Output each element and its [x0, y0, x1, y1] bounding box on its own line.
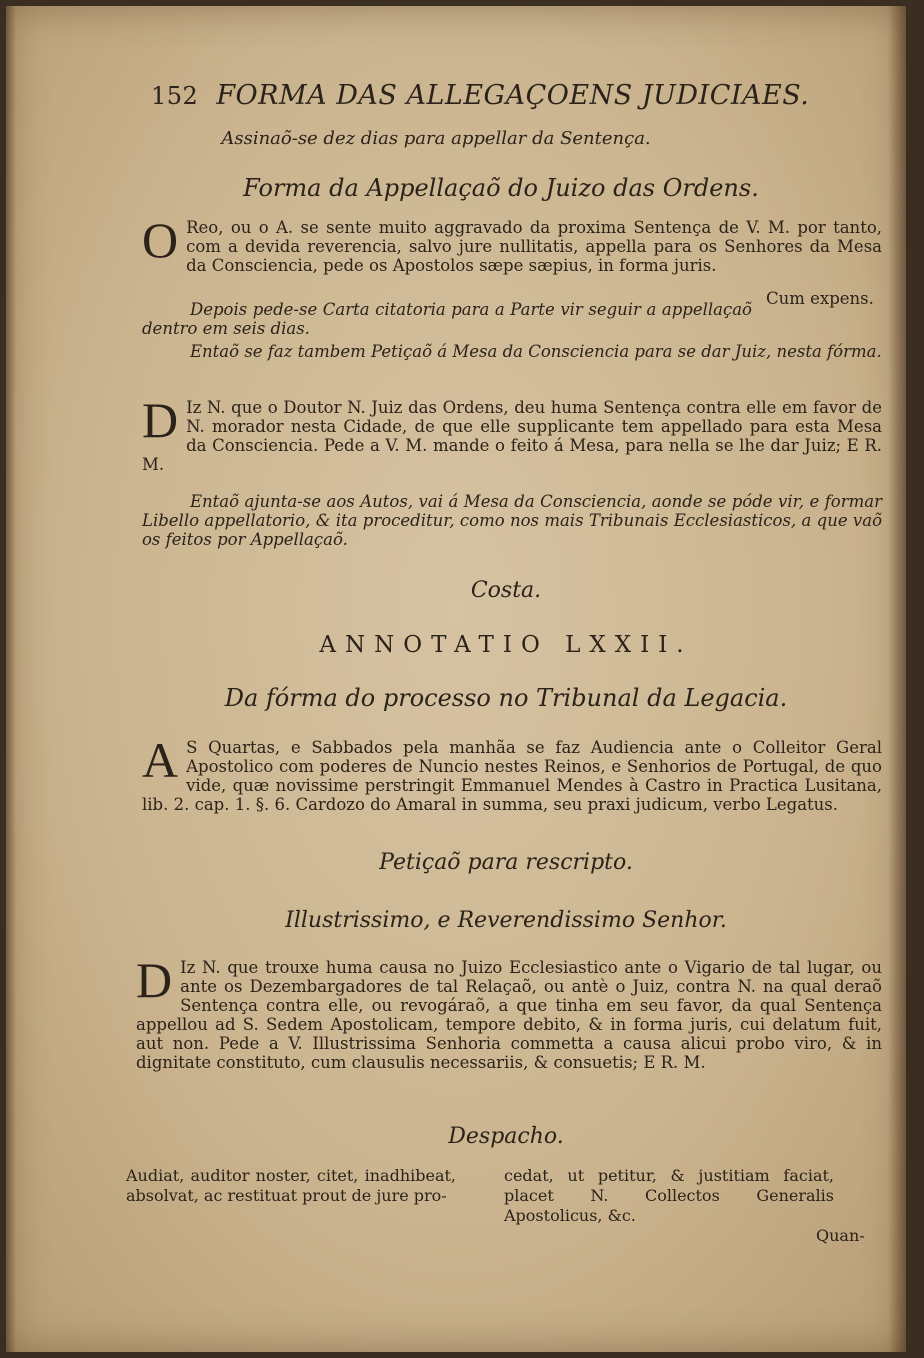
book-page: [6, 6, 906, 1352]
running-head: [151, 80, 851, 111]
drop-cap: D: [142, 392, 179, 448]
costa-reference: Costa.: [470, 578, 542, 603]
paragraph-text: Iz N. que trouxe huma causa no Juizo Ecclesiastico ante o Vigario de tal lugar, ou ante os Dezembargadores de tal Relaçaõ, ou antè o Juiz, contra N. na qual deraõ Sentença contra elle, ou revogáraõ, a que tinha em seu favor, da qual Sentença appellou ad S. Sedem Apostolicam, tempore debito, & in forma juris, cui delatum fuit, aut non. Pede a V. Illustrissima Senhoria commetta a causa alicui probo viro, & in dignitate constituto, cum clausulis necessariis, & consuetis; E R. M.: [136, 958, 882, 1072]
despacho-column-right: cedat, ut petitur, & justitiam faciat, placet N. Collectos Generalis Apostolicus, &c.: [504, 1166, 834, 1225]
paragraph-text: Iz N. que o Doutor N. Juiz das Ordens, deu huma Sentença contra elle em favor de N. morador nesta Cidade, de que elle supplicante tem appellado para esta Mesa da Consciencia. Pede a V. M. mande o feito á Mesa, para nella se lhe dar Juiz; E R. M.: [142, 398, 882, 474]
intro-line: Assinaõ-se dez dias para appellar da Sentença.: [221, 128, 651, 149]
drop-cap: D: [136, 952, 173, 1008]
paragraph-text: S Quartas, e Sabbados pela manhãa se faz Audiencia ante o Colleitor Geral Apostolico com poderes de Nuncio nestes Reinos, e Senhorios de Portugal, de quo vide, quæ novissime perstringit Emmanuel Mendes à Castro in Practica Lusitana, lib. 2. cap. 1. §. 6. Cardozo do Amaral in summa, seu praxi judicum, verbo Legatus.: [142, 738, 882, 814]
page-edge-shadow: [6, 6, 16, 1352]
heading-legacia: Da fórma do processo no Tribunal da Legacia.: [224, 684, 788, 712]
heading-appellacao: Forma da Appellaçaõ do Juizo das Ordens.: [243, 174, 759, 202]
paragraph-iz-n-ordens: [142, 392, 882, 474]
running-head-title: FORMA DAS ALLEGAÇOENS JUDICIAES.: [216, 80, 810, 111]
heading-salutation: Illustrissimo, e Reverendissimo Senhor.: [285, 908, 727, 933]
paragraph-quartas: [142, 732, 882, 814]
heading-despacho: Despacho.: [448, 1124, 564, 1149]
annotatio-heading: ANNOTATIO LXXII.: [319, 632, 693, 658]
paragraph-ajunta: Entaõ ajunta-se aos Autos, vai á Mesa da Consciencia, aonde se póde vir, e formar Libello appellatorio, & ita proceditur, como nos mais Tribunais Ecclesiasticos, a que vaõ os feitos por Appellaçaõ.: [142, 492, 882, 549]
paragraph-carta-citatoria: Depois pede-se Carta citatoria para a Parte vir seguir a appellaçaõ dentro em seis dias.: [142, 300, 752, 338]
paragraph-causa: [136, 952, 882, 1072]
page-gutter-shadow: [888, 6, 906, 1352]
drop-cap: A: [142, 732, 179, 788]
cum-expens: Cum expens.: [766, 289, 874, 308]
paragraph-peticao: Entaõ se faz tambem Petiçaõ á Mesa da Consciencia para se dar Juiz, nesta fórma.: [190, 342, 882, 361]
heading-rescripto: Petiçaõ para rescripto.: [379, 850, 633, 875]
paragraph-reo: [142, 212, 882, 275]
drop-cap: O: [142, 212, 179, 268]
despacho-column-left: Audiat, auditor noster, citet, inadhibeat, absolvat, ac restituat prout de jure pro-: [126, 1166, 456, 1205]
paragraph-text: Reo, ou o A. se sente muito aggravado da proxima Sentença de V. M. por tanto, com a devida reverencia, salvo jure nullitatis, appella para os Senhores da Mesa da Consciencia, pede os Apostolos sæpe sæpius, in forma juris.: [186, 218, 882, 275]
page-number: 152: [151, 82, 199, 110]
catchword: Quan-: [816, 1226, 865, 1245]
